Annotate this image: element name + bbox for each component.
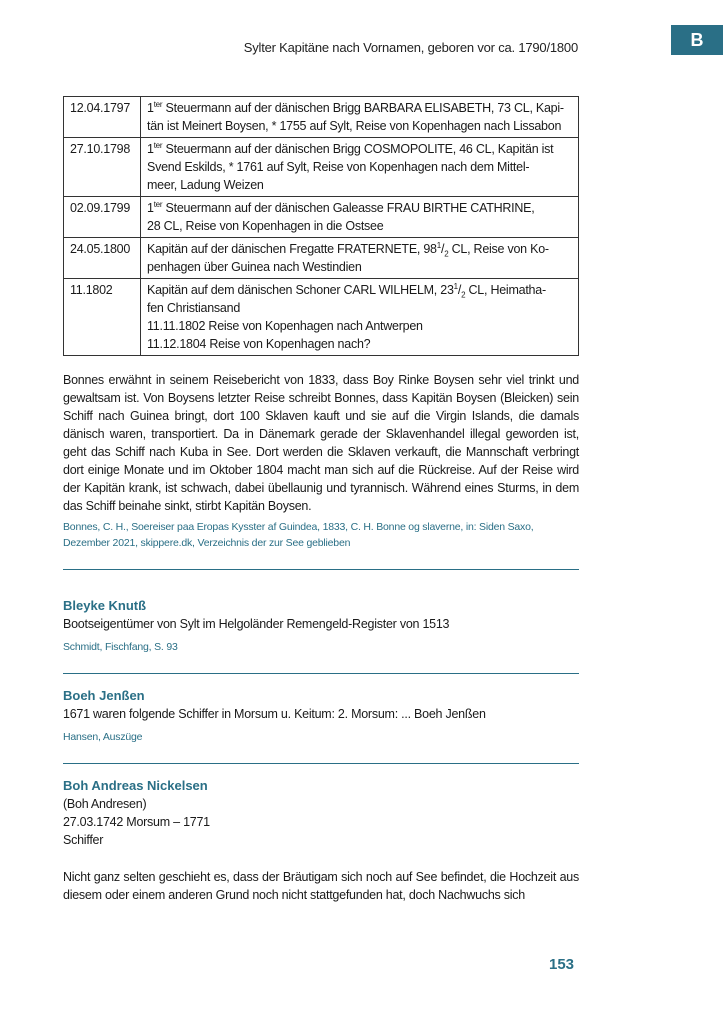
entry-line: (Boh Andresen) [63,797,147,811]
career-description [141,197,579,238]
career-date: 11.1802 [64,279,141,356]
entry-name: Bleyke Knutß [63,598,147,613]
career-line: $1^{ter}$ Steuermann auf der dänischen Brigg BARBARA ELISABETH, 73 CL, Kapi- [147,99,564,115]
entry-line: Schiffer [63,833,104,847]
entry-line: 27.03.1742 Morsum – 1771 [63,815,210,829]
career-table [63,96,579,356]
career-line: tän ist Meinert Boysen, * 1755 auf Sylt, Reise von Kopenhagen nach Lissabon [147,119,562,133]
career-description [141,238,579,279]
career-line: 28 CL, Reise von Kopenhagen in die Ostsee [147,219,384,233]
career-line: 11.11.1802 Reise von Kopenhagen nach Antwerpen [147,319,423,333]
career-row [64,197,579,238]
entry-name: Boh Andreas Nickelsen [63,778,208,793]
entry-line: Bootseigentümer von Sylt im Helgoländer Remengeld-Register von 1513 [63,617,450,631]
narrative-block [63,371,579,551]
narrative-source: Bonnes, C. H., Soereiser paa Eropas Kysster af Guindea, 1833, C. H. Bonne og slaverne, in: Siden Saxo, Dezember 2021, skippere.dk, Verzeichnis der zur See geblieben [63,521,534,549]
career-date: 27.10.1798 [64,138,141,197]
career-row [64,279,579,356]
closing-block [63,868,579,904]
career-line: $1^{ter}$ Steuermann auf der dänischen Galeasse FRAU BIRTHE CATHRINE, [147,199,535,215]
entry-line: 1671 waren folgende Schiffer in Morsum u. Keitum: 2. Morsum: ... Boeh Jenßen [63,707,486,721]
career-row [64,238,579,279]
entry-source: Schmidt, Fischfang, S. 93 [63,641,178,653]
entry-source: Hansen, Auszüge [63,731,143,743]
career-date: 24.05.1800 [64,238,141,279]
divider [63,763,579,764]
career-row [64,138,579,197]
closing-paragraph: Nicht ganz selten geschieht es, dass der Bräutigam sich noch auf See befindet, die Hochzeit aus diesem oder einem anderen Grund noch nicht stattgefunden hat, doch Nachwuchs sich [63,870,579,902]
entry-boeh [63,687,579,745]
entry-name: Boeh Jenßen [63,688,145,703]
career-description [141,279,579,356]
career-description [141,138,579,197]
career-line: $1^{ter}$ Steuermann auf der dänischen Brigg COSMOPOLITE, 46 CL, Kapitän ist [147,140,554,156]
section-tab: B [671,25,723,55]
career-description [141,97,579,138]
career-line: 11.12.1804 Reise von Kopenhagen nach? [147,337,371,351]
career-row [64,97,579,138]
running-title: Sylter Kapitäne nach Vornamen, geboren vor ca. 1790/1800 [243,40,578,55]
career-line: fen Christiansand [147,301,241,315]
career-date: 02.09.1799 [64,197,141,238]
career-line: Kapitän auf der dänischen Fregatte FRATERNETE, $98^1/_2$ CL, Reise von Ko- [147,240,549,259]
career-line: meer, Ladung Weizen [147,178,264,192]
career-line: Kapitän auf dem dänischen Schoner CARL WILHELM, $23^1/_2$ CL, Heimatha- [147,281,546,300]
divider [63,569,579,570]
entry-boh-andreas [63,777,579,849]
career-date: 12.04.1797 [64,97,141,138]
career-line: Svend Eskilds, * 1761 auf Sylt, Reise von Kopenhagen nach dem Mittel- [147,160,530,174]
page-number: 153 [549,956,575,973]
narrative-paragraph: Bonnes erwähnt in seinem Reisebericht von 1833, dass Boy Rinke Boysen sehr viel trinkt und gewaltsam ist. Von Boysens letzter Reise schreibt Bonnes, dass Kapitän Boysen (Bleicken) sein Schiff nach Guinea bringt, dort 100 Sklaven kauft und sie auf die Virgin Islands, die damals dänisch waren, transportiert. Da in Dänemark gerade der Sklavenhandel illegal geworden ist, geht das Schiff nach Kuba in See. Dort werden die Sklaven verkauft, die Mannschaft verbringt dort einige Monate und im Oktober 1804 macht man sich auf die Rückreise. Auf der Reise wird der Kapitän krank, ist schwach, dabei übellaunig und tyrannisch. Während eines Sturms, in dem das Schiff beinahe sinkt, stirbt Kapitän Boysen. [63,373,579,513]
divider [63,673,579,674]
career-line: penhagen über Guinea nach Westindien [147,260,362,274]
entry-bleyke [63,597,579,655]
